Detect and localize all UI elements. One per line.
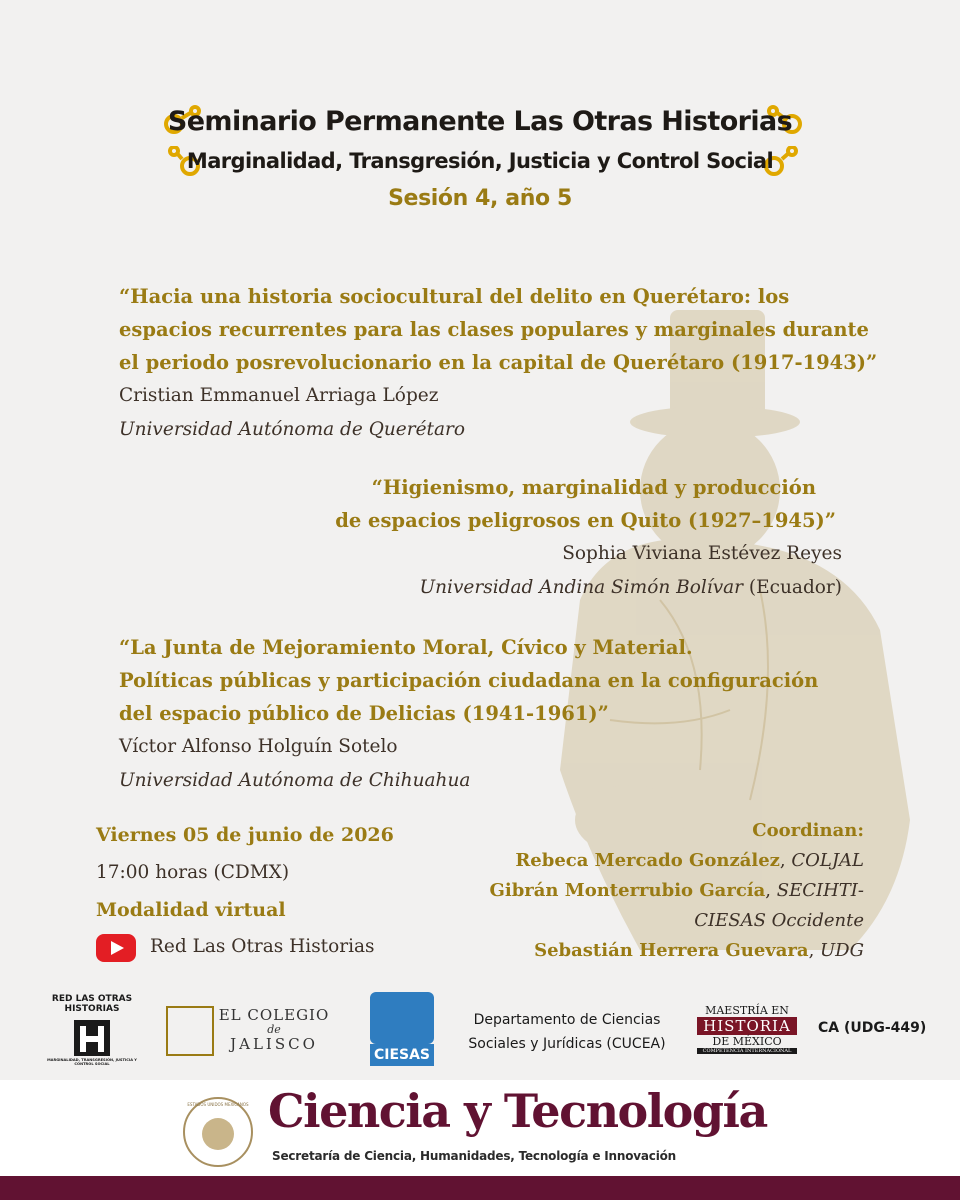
colegio-line-1: EL COLEGIO bbox=[218, 1006, 330, 1024]
red-logo-subtext: MARGINALIDAD, TRANSGRESIÓN, JUSTICIA Y CONTROL SOCIAL bbox=[47, 1058, 137, 1066]
talk-3-title-line: “La Junta de Mejoramiento Moral, Cívico y Material. bbox=[119, 636, 693, 659]
dept-line: Sociales y Jurídicas (CUCEA) bbox=[468, 1036, 666, 1052]
maestria-line-1: MAESTRÍA EN bbox=[705, 1004, 789, 1017]
ca-label: CA (UDG-449) bbox=[818, 1020, 927, 1036]
maestria-line-2: HISTORIA bbox=[697, 1017, 797, 1035]
ciesas-emblem bbox=[370, 992, 434, 1044]
channel-link[interactable]: Red Las Otras Historias bbox=[150, 936, 375, 957]
talk-1-title-line: “Hacia una historia sociocultural del delito en Querétaro: los bbox=[119, 285, 790, 308]
footer-bar bbox=[0, 1176, 960, 1200]
talk-2 bbox=[242, 471, 842, 605]
talk-2-title-line: “Higienismo, marginalidad y producción bbox=[371, 476, 816, 499]
red-logo-text: RED LAS OTRAS HISTORIAS bbox=[51, 994, 133, 1014]
colegio-jalisco-emblem bbox=[166, 1006, 214, 1056]
talk-2-country: (Ecuador) bbox=[748, 577, 842, 598]
talk-2-speaker: Sophia Viviana Estévez Reyes bbox=[562, 543, 842, 564]
talk-1-speaker: Cristian Emmanuel Arriaga López bbox=[119, 385, 439, 406]
talk-1-title-line: espacios recurrentes para las clases populares y marginales durante bbox=[119, 318, 869, 341]
seal-text: ESTADOS UNIDOS MEXICANOS bbox=[187, 1102, 249, 1107]
talk-2-title-line: de espacios peligrosos en Quito (1927–1945)” bbox=[335, 509, 836, 532]
talk-2-institution-row bbox=[242, 571, 842, 605]
event-date: Viernes 05 de junio de 2026 bbox=[96, 824, 394, 846]
maestria-line-4: COMPETENCIA INTERNACIONAL bbox=[697, 1048, 797, 1054]
coordinators: Coordinan: Rebeca Mercado González, COLJAL Gibrán Monterrubio García, SECIHTI- CIESAS Occidente Sebastián Herrera Guevara, UDG bbox=[489, 820, 864, 961]
ciesas-text: CIESAS bbox=[370, 1044, 434, 1066]
ciencia-tecnologia-brand: Ciencia y Tecnología bbox=[268, 1084, 767, 1138]
coordinator-affiliation: CIESAS Occidente bbox=[694, 910, 864, 931]
maestria-line-3: DE MÉXICO bbox=[712, 1035, 782, 1048]
talk-3-title-line: Políticas públicas y participación ciudadana en la configuración bbox=[119, 669, 819, 692]
session-label: Sesión 4, año 5 bbox=[388, 186, 572, 211]
mexico-seal-icon bbox=[180, 1094, 256, 1170]
colegio-line-3: JALISCO bbox=[230, 1035, 318, 1053]
coordinator-affiliation: SECIHTI- bbox=[776, 880, 864, 901]
coordinator-affiliation: UDG bbox=[820, 940, 864, 961]
talk-3 bbox=[119, 631, 879, 798]
colegio-jalisco-logo bbox=[214, 1006, 334, 1053]
talk-1-institution: Universidad Autónoma de Querétaro bbox=[119, 419, 465, 440]
maestria-historia-logo bbox=[697, 1004, 797, 1054]
red-las-otras-historias-logo bbox=[44, 990, 140, 1070]
seminar-subtitle: Marginalidad, Transgresión, Justicia y Control Social bbox=[186, 149, 774, 173]
coordinators-heading: Coordinan: bbox=[752, 820, 864, 841]
event-time: 17:00 horas (CDMX) bbox=[96, 862, 290, 883]
cucea-department bbox=[460, 1008, 674, 1056]
talk-2-institution: Universidad Andina Simón Bolívar bbox=[419, 577, 744, 598]
talk-3-institution: Universidad Autónoma de Chihuahua bbox=[119, 770, 471, 791]
talk-3-speaker: Víctor Alfonso Holguín Sotelo bbox=[119, 736, 398, 757]
ciesas-logo bbox=[370, 992, 434, 1070]
coordinator-name: Sebastián Herrera Guevara bbox=[534, 940, 809, 961]
coordinator-name: Gibrán Monterrubio García bbox=[489, 880, 766, 901]
talk-3-title-line: del espacio público de Delicias (1941-1961)” bbox=[119, 702, 609, 725]
event-mode: Modalidad virtual bbox=[96, 899, 286, 921]
colegio-line-2: de bbox=[267, 1023, 281, 1036]
secretariat-name: Secretaría de Ciencia, Humanidades, Tecnología e Innovación bbox=[272, 1149, 677, 1163]
talk-1-title-line: el periodo posrevolucionario en la capital de Querétaro (1917-1943)” bbox=[119, 351, 878, 374]
youtube-icon[interactable] bbox=[96, 934, 136, 962]
coordinator-affiliation: COLJAL bbox=[791, 850, 864, 871]
seminar-title: Seminario Permanente Las Otras Historias bbox=[167, 106, 793, 137]
dept-line: Departamento de Ciencias bbox=[473, 1012, 661, 1028]
talk-1 bbox=[119, 280, 899, 447]
coordinator-name: Rebeca Mercado González bbox=[515, 850, 780, 871]
